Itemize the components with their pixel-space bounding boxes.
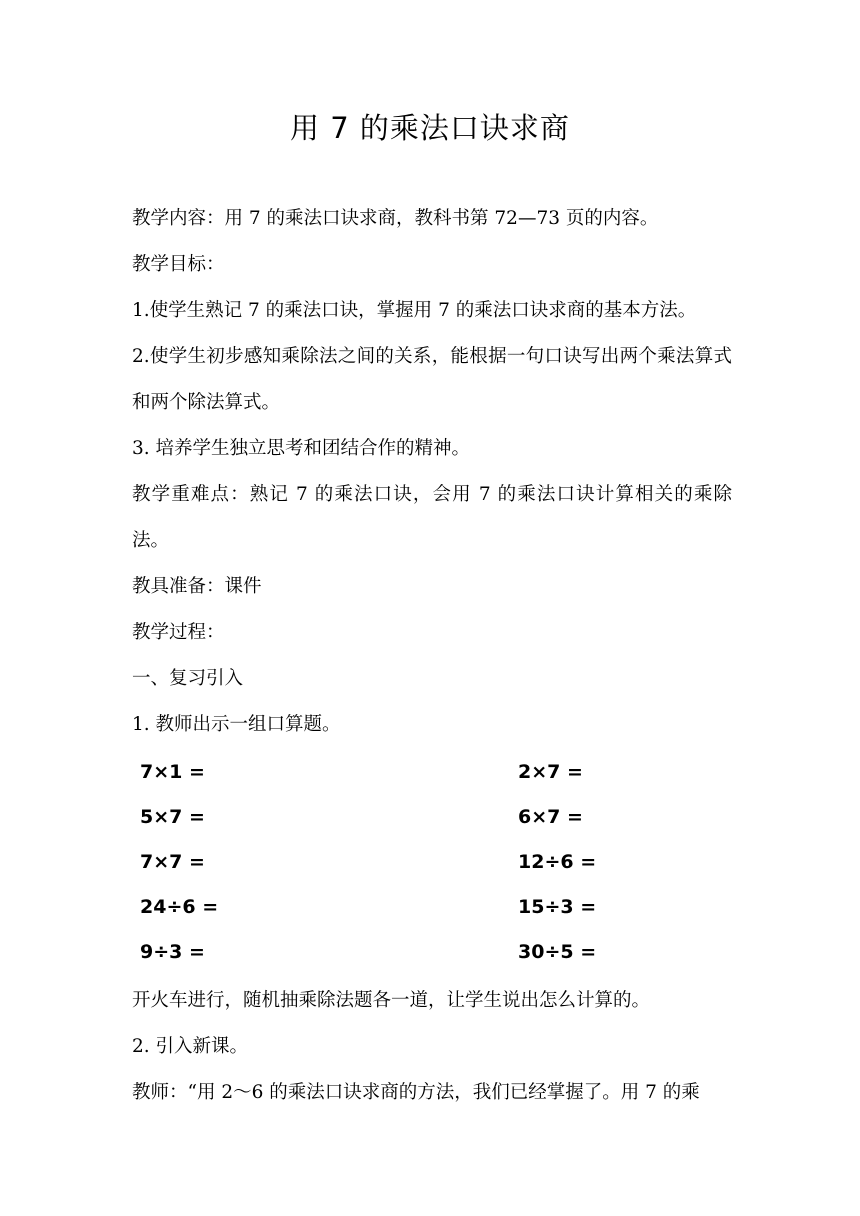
exercise-item: 5×7 = bbox=[140, 806, 205, 828]
teaching-goals-heading: 教学目标： bbox=[132, 254, 225, 275]
step-2: 2. 引入新课。 bbox=[132, 1036, 249, 1057]
document-title: 用 7 的乘法口诀求商 bbox=[290, 111, 570, 145]
teacher-speech: 教师：“用 2～6 的乘法口诀求商的方法，我们已经掌握了。用 7 的乘 bbox=[132, 1082, 700, 1103]
exercise-item: 6×7 = bbox=[518, 806, 583, 828]
document-body bbox=[132, 196, 732, 1116]
key-points: 教学重难点：熟记 7 的乘法口诀，会用 7 的乘法口诀计算相关的乘除法。 bbox=[132, 484, 732, 551]
activity-description: 开火车进行，随机抽乘除法题各一道，让学生说出怎么计算的。 bbox=[132, 990, 651, 1011]
exercise-grid bbox=[132, 748, 732, 978]
process-heading: 教学过程： bbox=[132, 622, 225, 643]
exercise-item: 12÷6 = bbox=[518, 851, 597, 873]
materials: 教具准备：课件 bbox=[132, 576, 262, 597]
exercise-item: 24÷6 = bbox=[140, 896, 219, 918]
goal-1: 1.使学生熟记 7 的乘法口诀，掌握用 7 的乘法口诀求商的基本方法。 bbox=[132, 300, 697, 321]
exercise-item: 7×1 = bbox=[140, 761, 205, 783]
exercise-item: 2×7 = bbox=[518, 761, 583, 783]
exercise-item: 7×7 = bbox=[140, 851, 205, 873]
exercise-item: 30÷5 = bbox=[518, 941, 597, 963]
exercise-item: 15÷3 = bbox=[518, 896, 597, 918]
teaching-content: 教学内容：用 7 的乘法口诀求商，教科书第 72—73 页的内容。 bbox=[132, 208, 659, 229]
section-1-heading: 一、复习引入 bbox=[132, 668, 244, 689]
goal-2: 2.使学生初步感知乘除法之间的关系，能根据一句口诀写出两个乘法算式和两个除法算式。 bbox=[132, 346, 732, 413]
step-1: 1. 教师出示一组口算题。 bbox=[132, 714, 341, 735]
exercise-item: 9÷3 = bbox=[140, 941, 205, 963]
goal-3: 3. 培养学生独立思考和团结合作的精神。 bbox=[132, 438, 471, 459]
